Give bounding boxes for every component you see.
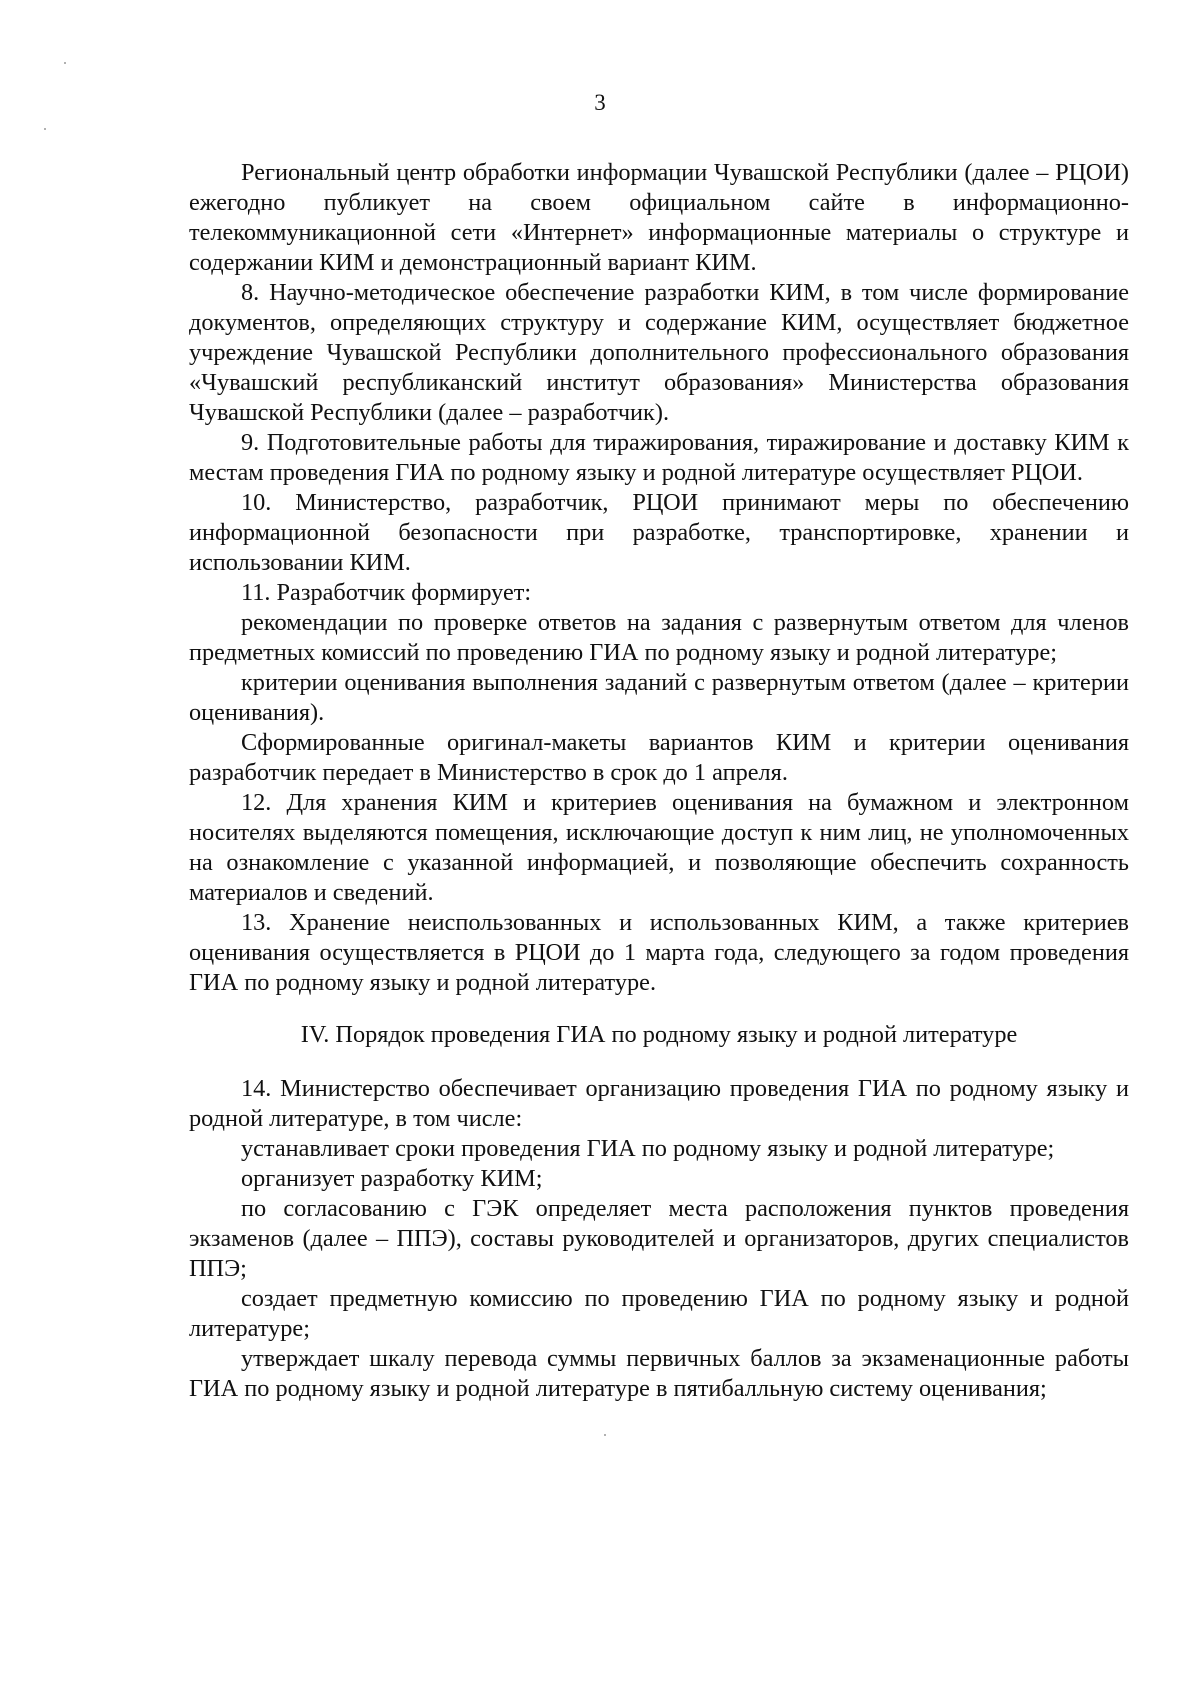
paragraph: 10. Министерство, разработчик, РЦОИ принимают меры по обеспечению информационной безопасности при разработке, транспортировке, хранении и использовании КИМ.	[189, 489, 1129, 576]
scan-speck	[604, 1434, 606, 1436]
document-body	[189, 158, 1129, 1404]
paragraph: Региональный центр обработки информации Чувашской Республики (далее – РЦОИ) ежегодно публикует на своем официальном сайте в информационно-телекоммуникационной сети «Интернет» информационные материалы о структуре и содержании КИМ и демонстрационный вариант КИМ.	[189, 159, 1129, 276]
paragraph: утверждает шкалу перевода суммы первичных баллов за экзаменационные работы ГИА по родному языку и родной литературе в пятибалльную систему оценивания;	[189, 1345, 1129, 1402]
paragraph: 12. Для хранения КИМ и критериев оценивания на бумажном и электронном носителях выделяются помещения, исключающие доступ к ним лиц, не уполномоченных на ознакомление с указанной информацией, и позволяющие обеспечить сохранность материалов и сведений.	[189, 789, 1129, 906]
section-heading: IV. Порядок проведения ГИА по родному языку и родной литературе	[300, 1021, 1018, 1048]
page-number: 3	[594, 90, 606, 115]
paragraph: создает предметную комиссию по проведению ГИА по родному языку и родной литературе;	[189, 1285, 1129, 1342]
scan-speck	[64, 62, 66, 64]
paragraph: 9. Подготовительные работы для тиражирования, тиражирование и доставку КИМ к местам проведения ГИА по родному языку и родной литературе осуществляет РЦОИ.	[189, 429, 1129, 486]
paragraph: 8. Научно-методическое обеспечение разработки КИМ, в том числе формирование документов, определяющих структуру и содержание КИМ, осуществляет бюджетное учреждение Чувашской Республики дополнительного профессионального образования «Чувашский республиканский институт образования» Министерства образования Чувашской Республики (далее – разработчик).	[189, 279, 1129, 426]
paragraph: критерии оценивания выполнения заданий с развернутым ответом (далее – критерии оценивания).	[189, 669, 1129, 726]
paragraph: 13. Хранение неиспользованных и использованных КИМ, а также критериев оценивания осуществляется в РЦОИ до 1 марта года, следующего за годом проведения ГИА по родному языку и родной литературе.	[189, 909, 1129, 996]
paragraph: Сформированные оригинал-макеты вариантов КИМ и критерии оценивания разработчик передает в Министерство в срок до 1 апреля.	[189, 729, 1129, 786]
paragraph: устанавливает сроки проведения ГИА по родному языку и родной литературе;	[241, 1135, 1055, 1162]
paragraph: рекомендации по проверке ответов на задания с развернутым ответом для членов предметных комиссий по проведению ГИА по родному языку и родной литературе;	[189, 609, 1129, 666]
paragraph: по согласованию с ГЭК определяет места расположения пунктов проведения экзаменов (далее – ППЭ), составы руководителей и организаторов, других специалистов ППЭ;	[189, 1195, 1129, 1282]
paragraph: 11. Разработчик формирует:	[241, 579, 532, 606]
paragraph: 14. Министерство обеспечивает организацию проведения ГИА по родному языку и родной литературе, в том числе:	[189, 1075, 1129, 1132]
paragraph: организует разработку КИМ;	[241, 1165, 543, 1192]
scan-speck	[44, 128, 46, 130]
